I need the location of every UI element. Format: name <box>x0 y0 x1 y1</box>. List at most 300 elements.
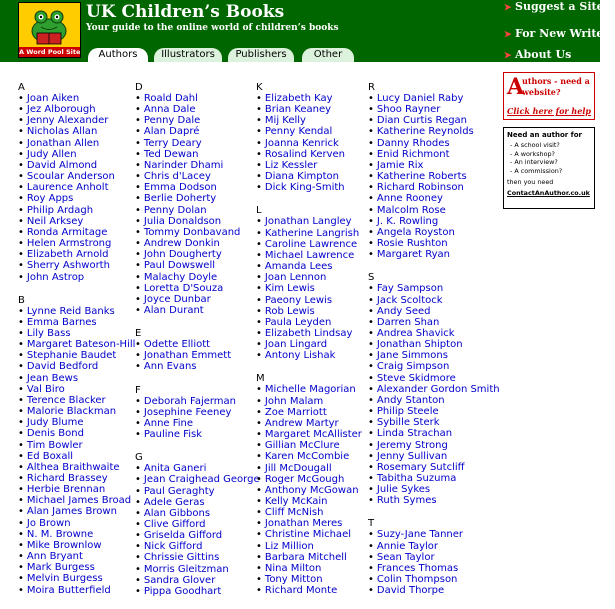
author-link[interactable]: Elizabeth Arnold <box>26 249 109 261</box>
author-link[interactable]: Jane Simmons <box>376 350 448 362</box>
author-link[interactable]: Sandra Glover <box>143 574 216 586</box>
author-link[interactable]: Joan Aiken <box>26 93 80 104</box>
author-list-item <box>135 205 260 216</box>
author-link[interactable]: Mij Kelly <box>264 115 306 127</box>
author-list-item <box>18 182 135 193</box>
letter-heading: G <box>135 452 143 464</box>
author-link[interactable]: Alan Dapré <box>143 126 200 138</box>
author-link[interactable]: Stephanie Baudet <box>26 350 117 362</box>
author-link[interactable]: John Malam <box>264 395 324 407</box>
ad-question: uthors - need a website? <box>522 76 590 97</box>
author-link[interactable]: Jean Bews <box>26 372 79 384</box>
author-link[interactable]: Margaret Ryan <box>376 249 451 261</box>
author-link[interactable]: Mike Brownlow <box>26 539 102 551</box>
directory-column <box>18 82 135 608</box>
author-list-item <box>368 529 500 540</box>
author-link[interactable]: Sherry Ashworth <box>26 260 110 272</box>
arrow-icon: ➤ <box>504 30 512 40</box>
author-link[interactable]: Andrea Shavick <box>376 327 455 339</box>
author-list-item <box>135 160 260 171</box>
author-list-item <box>368 440 500 451</box>
contact-ad-title: Need an author for <box>507 131 582 139</box>
author-website-ad[interactable] <box>503 72 595 120</box>
author-link[interactable]: Ruth Symes <box>376 495 437 507</box>
author-list-item <box>256 295 362 306</box>
author-list <box>135 463 260 597</box>
ad-big-letter: A <box>507 74 525 100</box>
author-link[interactable]: Rob Lewis <box>264 305 315 317</box>
author-link[interactable]: Brian Keaney <box>264 104 332 116</box>
author-list <box>18 93 135 283</box>
author-link[interactable]: Emma Barnes <box>26 316 97 328</box>
author-link[interactable]: Rosemary Sutcliff <box>376 461 465 473</box>
author-list-item <box>256 585 362 596</box>
author-link[interactable]: John Dougherty <box>143 249 222 261</box>
author-link[interactable]: Linda Strachan <box>376 428 453 440</box>
letter-group <box>256 373 362 596</box>
author-link[interactable]: Rosalind Kerven <box>264 148 346 160</box>
author-link[interactable]: Fay Sampson <box>376 283 444 295</box>
author-list-item <box>135 463 260 474</box>
author-link[interactable]: Judy Blume <box>26 417 84 429</box>
author-link[interactable]: Neil Arksey <box>26 215 84 227</box>
directory-column <box>368 82 500 608</box>
author-list-item <box>256 529 362 540</box>
author-link[interactable]: Jo Brown <box>26 517 71 529</box>
author-link[interactable]: Elizabeth Lindsay <box>264 327 353 339</box>
author-link[interactable]: Loretta D'Souza <box>143 282 224 294</box>
author-link[interactable]: Ronda Armitage <box>26 226 108 238</box>
author-link[interactable]: Antony Lishak <box>264 350 336 362</box>
author-link[interactable]: Odette Elliott <box>143 339 211 351</box>
author-link[interactable]: David Almond <box>26 159 98 171</box>
author-link[interactable]: Michael James Broad <box>26 495 132 507</box>
author-link[interactable]: Jonathan Langley <box>264 216 352 228</box>
author-link[interactable]: Jamie Rix <box>376 159 424 171</box>
author-link[interactable]: Liz Million <box>264 540 314 552</box>
author-list-item <box>368 160 500 171</box>
author-link[interactable]: Ted Dewan <box>143 148 199 160</box>
author-list-item <box>135 272 260 283</box>
author-link[interactable]: Griselda Gifford <box>143 530 223 542</box>
author-link[interactable]: Josephine Feeney <box>143 406 232 418</box>
author-list-item <box>18 462 135 473</box>
author-link[interactable]: Cliff McNish <box>264 507 324 519</box>
author-list-item <box>368 317 500 328</box>
author-link[interactable]: Denis Bond <box>26 428 84 440</box>
author-link[interactable]: Joanna Kenrick <box>264 137 339 149</box>
author-link[interactable]: Alan James Brown <box>26 506 117 518</box>
author-list-item <box>256 216 362 227</box>
author-link[interactable]: Anne Fine <box>143 417 194 429</box>
author-link[interactable]: Alan Gibbons <box>143 507 211 519</box>
tab-other[interactable]: Other <box>302 48 354 62</box>
author-list-item <box>256 328 362 339</box>
author-list-item <box>256 396 362 407</box>
author-link[interactable]: Pippa Goodhart <box>143 585 222 597</box>
author-link[interactable]: Colin Thompson <box>376 574 458 586</box>
author-list <box>135 396 260 441</box>
author-list-item <box>368 473 500 484</box>
author-link[interactable]: Jack Scoltock <box>376 294 443 306</box>
author-list-item <box>18 406 135 417</box>
author-list-item <box>18 473 135 484</box>
letter-group <box>135 328 260 372</box>
author-list-item <box>368 182 500 193</box>
author-link[interactable]: David Bedford <box>26 361 99 373</box>
author-link[interactable]: Anita Ganeri <box>143 463 207 475</box>
author-list-item <box>18 238 135 249</box>
author-link[interactable]: Amanda Lees <box>264 261 333 273</box>
author-link[interactable]: Suzy-Jane Tanner <box>376 529 464 541</box>
author-list-item <box>18 395 135 406</box>
author-link[interactable]: Christine Michael <box>264 529 351 541</box>
author-link[interactable]: Penny Dolan <box>143 204 207 216</box>
letter-heading: F <box>135 384 141 396</box>
author-list-item <box>368 115 500 126</box>
author-link[interactable]: Lynne Reid Banks <box>26 305 115 317</box>
author-link[interactable]: Clive Gifford <box>143 519 206 530</box>
author-link[interactable]: Rosie Rushton <box>376 238 448 250</box>
author-link[interactable]: Dick King-Smith <box>264 182 345 194</box>
author-list-item <box>135 238 260 249</box>
author-list-item <box>256 283 362 294</box>
author-list-item <box>18 350 135 361</box>
author-link[interactable]: Zoe Marriott <box>264 406 327 418</box>
directory-column <box>135 82 260 609</box>
author-list-item <box>135 530 260 541</box>
author-link[interactable]: Berlie Doherty <box>143 193 217 205</box>
author-list-item <box>135 260 260 271</box>
author-link[interactable]: Steve Skidmore <box>376 372 456 384</box>
author-link[interactable]: Ed Boxall <box>26 450 74 462</box>
author-link[interactable]: John Astrop <box>26 271 85 283</box>
author-link[interactable]: Sybille Sterk <box>376 417 440 429</box>
author-list-item <box>135 216 260 227</box>
letter-group <box>256 205 362 361</box>
author-link[interactable]: Jonathan Allen <box>26 137 100 149</box>
author-list-item <box>368 373 500 384</box>
author-link[interactable]: Andy Seed <box>376 305 431 317</box>
author-link[interactable]: Jenny Alexander <box>26 115 109 127</box>
author-link[interactable]: Andrew Donkin <box>143 238 220 250</box>
author-list-item <box>135 283 260 294</box>
author-list-item <box>135 294 260 305</box>
author-link[interactable]: Anthony McGowan <box>264 484 359 496</box>
letter-group <box>368 272 500 506</box>
author-link[interactable]: Jez Alborough <box>26 104 96 116</box>
author-list-item <box>368 451 500 462</box>
author-link[interactable]: Anna Dale <box>143 104 196 116</box>
author-link[interactable]: David Thorpe <box>376 585 445 597</box>
author-link[interactable]: Morris Gleitzman <box>143 563 229 575</box>
author-list-item <box>18 193 135 204</box>
author-list <box>256 216 362 361</box>
author-directory <box>0 62 500 600</box>
author-list-item <box>256 228 362 239</box>
author-link[interactable]: Danny Rhodes <box>376 137 450 149</box>
author-list <box>256 93 362 193</box>
author-link[interactable]: Laurence Anholt <box>26 182 109 194</box>
author-list-item <box>18 160 135 171</box>
author-link[interactable]: Moira Butterfield <box>26 584 111 596</box>
author-list-item <box>256 429 362 440</box>
letter-group <box>135 385 260 441</box>
author-link[interactable]: Frances Thomas <box>376 562 459 574</box>
author-link[interactable]: Jill McDougall <box>264 462 332 474</box>
author-list-item <box>368 149 500 160</box>
author-list-item <box>368 484 500 495</box>
author-link[interactable]: Philip Steele <box>376 406 439 418</box>
author-list-item <box>18 328 135 339</box>
author-list-item <box>256 339 362 350</box>
author-list <box>18 306 135 596</box>
author-list-item <box>368 216 500 227</box>
author-link[interactable]: Joan Lennon <box>264 272 327 284</box>
author-link[interactable]: Penny Dale <box>143 115 201 127</box>
author-link[interactable]: Chris d'Lacey <box>143 171 211 183</box>
author-link[interactable]: Diana Kimpton <box>264 171 339 183</box>
author-link[interactable]: Nina Milton <box>264 562 322 574</box>
author-link[interactable]: Paula Leyden <box>264 316 332 328</box>
contact-ad-item: - A workshop? <box>510 149 555 158</box>
author-link[interactable]: Anne Rooney <box>376 193 443 205</box>
author-link[interactable]: Nicholas Allan <box>26 126 98 138</box>
author-list-item <box>368 104 500 115</box>
author-list-item <box>368 384 500 395</box>
author-link[interactable]: Sean Taylor <box>376 551 435 563</box>
author-link[interactable]: Richard Monte <box>264 585 338 597</box>
author-link[interactable]: Val Biro <box>26 383 65 395</box>
author-link[interactable]: Alexander Gordon Smith <box>376 383 500 395</box>
author-link[interactable]: Jonathan Meres <box>264 518 343 530</box>
author-list-item <box>135 541 260 552</box>
author-list-item <box>135 149 260 160</box>
author-link[interactable]: Paeony Lewis <box>264 294 333 306</box>
author-link[interactable]: Andy Stanton <box>376 394 445 406</box>
author-list-item <box>135 508 260 519</box>
author-list-item <box>368 306 500 317</box>
author-link[interactable]: Enid Richmont <box>376 148 450 160</box>
tab-authors[interactable]: Authors <box>88 48 148 62</box>
author-link[interactable]: Lucy Daniel Raby <box>376 93 464 104</box>
author-link[interactable]: Malachy Doyle <box>143 271 218 283</box>
author-list-item <box>368 395 500 406</box>
author-link[interactable]: Malcolm Rose <box>376 204 446 216</box>
author-link[interactable]: Paul Geraghty <box>143 485 215 497</box>
letter-group <box>18 295 135 596</box>
site-title: UK Children’s Books <box>86 2 285 22</box>
author-link[interactable]: Herbie Brennan <box>26 484 106 496</box>
author-link[interactable]: Deborah Fajerman <box>143 395 237 407</box>
author-list-item <box>135 115 260 126</box>
author-link[interactable]: Julie Sykes <box>376 484 431 496</box>
author-link[interactable]: N. M. Browne <box>26 528 94 540</box>
letter-heading: B <box>18 294 25 306</box>
author-link[interactable]: Karen McCombie <box>264 451 350 463</box>
author-link[interactable]: Malorie Blackman <box>26 406 117 418</box>
author-link[interactable]: Caroline Lawrence <box>264 238 358 250</box>
author-link[interactable]: Roger McGough <box>264 473 345 485</box>
author-list-item <box>18 126 135 137</box>
author-link[interactable]: Terence Blacker <box>26 394 106 406</box>
author-list-item <box>256 160 362 171</box>
author-link[interactable]: Jonathan Shipton <box>376 339 463 351</box>
author-link[interactable]: Andrew Martyr <box>264 417 339 429</box>
author-link[interactable]: Tommy Donbavand <box>143 226 241 238</box>
author-list-item <box>368 585 500 596</box>
author-list-item <box>256 350 362 361</box>
author-link[interactable]: Richard Robinson <box>376 182 464 194</box>
letter-group <box>368 82 500 260</box>
author-link[interactable]: Melvin Burgess <box>26 573 103 585</box>
contact-an-author-link[interactable]: ContactAnAuthor.co.uk <box>507 189 590 198</box>
author-list-item <box>256 182 362 193</box>
author-list-item <box>135 305 260 316</box>
author-link[interactable]: Craig Simpson <box>376 361 450 373</box>
author-link[interactable]: Margaret McAllister <box>264 429 362 441</box>
author-link[interactable]: Roald Dahl <box>143 93 198 104</box>
author-list-item <box>18 339 135 350</box>
author-list-item <box>18 149 135 160</box>
author-link[interactable]: Nick Gifford <box>143 541 203 553</box>
author-link[interactable]: Roy Apps <box>26 193 74 205</box>
author-link[interactable]: Ann Evans <box>143 361 197 373</box>
author-link[interactable]: Paul Dowswell <box>143 260 216 272</box>
author-list-item <box>18 373 135 384</box>
tab-illustrators[interactable]: Illustrators <box>154 48 222 62</box>
new-writers-link[interactable]: ➤ For New Writers <box>504 27 615 40</box>
author-list-item <box>368 138 500 149</box>
author-link[interactable]: Jeremy Strong <box>376 439 448 451</box>
author-list-item <box>256 541 362 552</box>
author-list-item <box>256 272 362 283</box>
author-link[interactable]: Liz Kessler <box>264 159 318 171</box>
author-list-item <box>18 518 135 529</box>
author-link[interactable]: Darren Shan <box>376 316 440 328</box>
author-link[interactable]: Joyce Dunbar <box>143 293 211 305</box>
author-list-item <box>135 350 260 361</box>
author-list-item <box>18 506 135 517</box>
author-list-item <box>256 306 362 317</box>
letter-heading: E <box>135 328 142 340</box>
author-link[interactable]: Scoular Anderson <box>26 171 115 183</box>
author-link[interactable]: Tony Mitton <box>264 574 323 586</box>
author-list <box>256 384 362 596</box>
author-link[interactable]: Narinder Dhami <box>143 159 224 171</box>
author-link[interactable]: Annie Taylor <box>376 540 439 552</box>
author-list-item <box>18 551 135 562</box>
author-link[interactable]: Philip Ardagh <box>26 204 94 216</box>
site-logo[interactable] <box>18 2 81 58</box>
author-list-item <box>18 451 135 462</box>
author-list-item <box>256 239 362 250</box>
author-link[interactable]: J. K. Rowling <box>376 215 439 227</box>
author-link[interactable]: Althea Braithwaite <box>26 461 120 473</box>
logo-caption: A Word Pool Site <box>19 48 81 56</box>
author-link[interactable]: Pauline Fisk <box>143 429 202 441</box>
author-link[interactable]: Michelle Magorian <box>264 384 356 396</box>
author-link[interactable]: Mark Burgess <box>26 562 95 574</box>
author-list-item <box>18 361 135 372</box>
author-list-item <box>135 497 260 508</box>
author-link[interactable]: Michael Lawrence <box>264 249 355 261</box>
author-list-item <box>18 216 135 227</box>
author-list-item <box>368 193 500 204</box>
author-link[interactable]: Lily Bass <box>26 327 71 339</box>
arrow-icon: ➤ <box>504 3 512 13</box>
tab-publishers[interactable]: Publishers <box>228 48 294 62</box>
author-link[interactable]: Alan Durant <box>143 304 204 316</box>
author-link[interactable]: Chrissie Gittins <box>143 552 220 564</box>
author-list-item <box>256 451 362 462</box>
author-link[interactable]: Shoo Rayner <box>376 104 441 116</box>
author-list-item <box>368 295 500 306</box>
author-list-item <box>368 563 500 574</box>
author-list-item <box>256 485 362 496</box>
author-link[interactable]: Judy Allen <box>26 148 77 160</box>
author-link[interactable]: Richard Brassey <box>26 473 108 484</box>
author-link[interactable]: Terry Deary <box>143 137 202 149</box>
author-link[interactable]: Elizabeth Kay <box>264 93 333 104</box>
suggest-site-link[interactable]: ➤ Suggest a Site <box>504 0 604 13</box>
author-link[interactable]: Penny Kendal <box>264 126 333 138</box>
site-header <box>0 0 615 62</box>
author-link[interactable]: Tim Bowler <box>26 439 83 451</box>
contact-ad-item: - A school visit? <box>510 141 560 149</box>
author-list-item <box>368 126 500 137</box>
author-list-item <box>256 463 362 474</box>
author-link[interactable]: Tabitha Suzuma <box>376 473 457 484</box>
author-list-item <box>368 552 500 563</box>
author-link[interactable]: Kim Lewis <box>264 283 315 295</box>
author-link[interactable]: Ann Bryant <box>26 551 83 563</box>
author-list-item <box>18 484 135 495</box>
author-link[interactable]: Kelly McKain <box>264 496 328 507</box>
author-list-item <box>368 495 500 506</box>
author-link[interactable]: Barbara Mitchell <box>264 551 347 563</box>
author-link[interactable]: Dian Curtis Regan <box>376 115 468 127</box>
author-link[interactable]: Jonathan Emmett <box>143 350 232 362</box>
author-link[interactable]: Angela Royston <box>376 226 455 238</box>
ad-help-link[interactable]: Click here for help <box>507 106 591 116</box>
author-list-item <box>18 115 135 126</box>
author-list-item <box>256 250 362 261</box>
author-link[interactable]: Julia Donaldson <box>143 215 222 227</box>
author-list-item <box>368 227 500 238</box>
author-list-item <box>368 361 500 372</box>
letter-group <box>18 82 135 283</box>
author-list-item <box>18 205 135 216</box>
author-link[interactable]: Katherine Reynolds <box>376 126 474 138</box>
author-list-item <box>135 474 260 485</box>
author-list-item <box>18 428 135 439</box>
author-link[interactable]: Gillian McClure <box>264 440 340 452</box>
author-link[interactable]: Katherine Langrish <box>264 227 360 239</box>
author-link[interactable]: Margaret Bateson-Hill <box>26 339 136 351</box>
author-link[interactable]: Jenny Sullivan <box>376 450 448 462</box>
author-link[interactable]: Emma Dodson <box>143 182 217 194</box>
author-link[interactable]: Jean Craighead George <box>143 474 260 486</box>
author-list-item <box>256 149 362 160</box>
author-link[interactable]: Adele Geras <box>143 496 205 508</box>
author-list-item <box>18 417 135 428</box>
author-link[interactable]: Joan Lingard <box>264 339 328 351</box>
author-link[interactable]: Katherine Roberts <box>376 171 467 183</box>
about-us-link[interactable]: ➤ About Us <box>504 48 572 61</box>
author-list-item <box>18 562 135 573</box>
author-link[interactable]: Helen Armstrong <box>26 238 112 250</box>
